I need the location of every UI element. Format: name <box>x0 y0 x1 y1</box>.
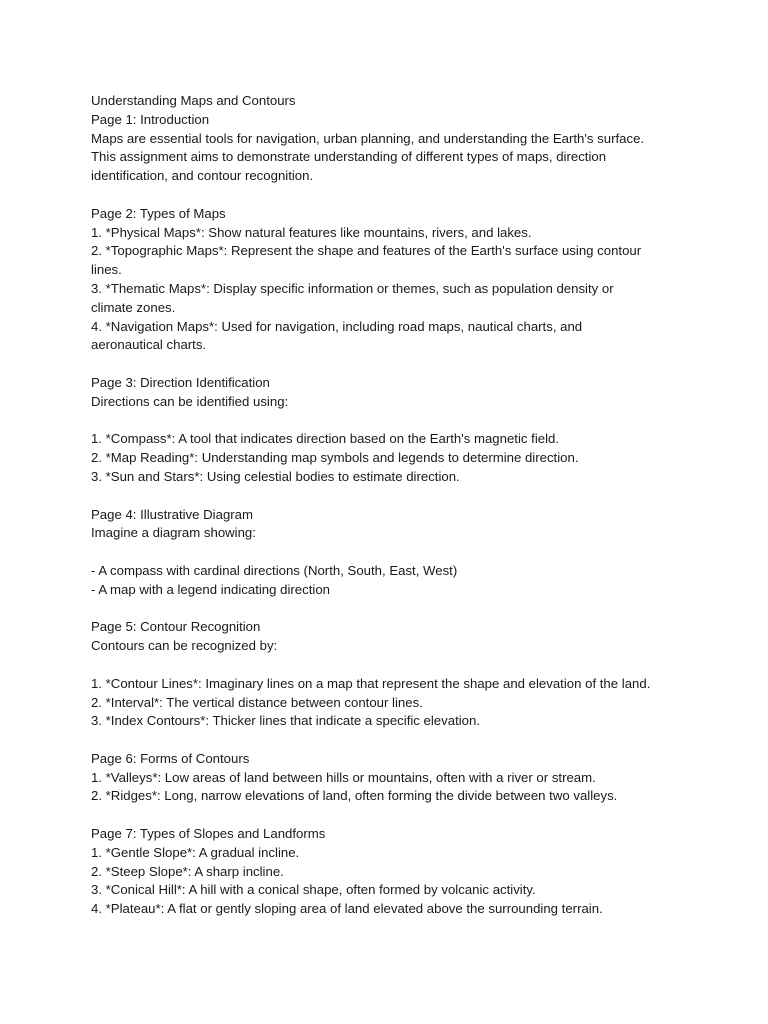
text-line: Directions can be identified using: <box>91 393 289 409</box>
text-line: This assignment aims to demonstrate understanding of different types of maps, direction <box>91 149 607 165</box>
list-item: - A compass with cardinal directions (North, South, East, West) <box>91 562 458 578</box>
text-line: Imagine a diagram showing: <box>91 525 256 541</box>
list-item: 3. *Index Contours*: Thicker lines that indicate a specific elevation. <box>91 713 480 729</box>
list-item: 2. *Steep Slope*: A sharp incline. <box>91 863 284 879</box>
list-item: 2. *Interval*: The vertical distance between contour lines. <box>91 694 423 710</box>
page-heading: Page 4: Illustrative Diagram <box>91 506 253 522</box>
list-item: 1. *Valleys*: Low areas of land between hills or mountains, often with a river or stream. <box>91 769 596 785</box>
text-line: Contours can be recognized by: <box>91 638 278 654</box>
page-heading: Page 6: Forms of Contours <box>91 750 250 766</box>
blank-line <box>91 656 731 675</box>
blank-line <box>91 731 731 750</box>
page-heading: Page 3: Direction Identification <box>91 374 270 390</box>
document-title: Understanding Maps and Contours <box>91 93 296 108</box>
blank-line <box>91 806 731 825</box>
blank-line <box>91 543 731 562</box>
list-item: 4. *Navigation Maps*: Used for navigation, including road maps, nautical charts, and <box>91 318 583 334</box>
list-item: 3. *Conical Hill*: A hill with a conical shape, often formed by volcanic activity. <box>91 882 536 898</box>
list-item: 1. *Contour Lines*: Imaginary lines on a map that represent the shape and elevation of the land. <box>91 675 651 691</box>
document-page <box>91 92 731 919</box>
list-item: 4. *Plateau*: A flat or gently sloping area of land elevated above the surrounding terrain. <box>91 901 603 917</box>
text-line: identification, and contour recognition. <box>91 168 314 184</box>
text-line: Maps are essential tools for navigation, urban planning, and understanding the Earth's surface. <box>91 130 645 146</box>
text-line: lines. <box>91 262 122 278</box>
text-line: climate zones. <box>91 299 176 315</box>
page-heading: Page 5: Contour Recognition <box>91 619 261 635</box>
page-heading: Page 1: Introduction <box>91 111 210 127</box>
list-item: 2. *Map Reading*: Understanding map symbols and legends to determine direction. <box>91 450 579 466</box>
page-heading: Page 2: Types of Maps <box>91 205 226 221</box>
list-item: 3. *Thematic Maps*: Display specific information or themes, such as population density or <box>91 280 614 296</box>
blank-line <box>91 487 731 506</box>
blank-line <box>91 412 731 431</box>
list-item: 1. *Gentle Slope*: A gradual incline. <box>91 844 300 860</box>
list-item: 1. *Physical Maps*: Show natural features like mountains, rivers, and lakes. <box>91 224 532 240</box>
list-item: - A map with a legend indicating direction <box>91 581 330 597</box>
list-item: 2. *Ridges*: Long, narrow elevations of land, often forming the divide between two valleys. <box>91 788 618 804</box>
list-item: 3. *Sun and Stars*: Using celestial bodies to estimate direction. <box>91 468 460 484</box>
text-line: aeronautical charts. <box>91 337 207 353</box>
blank-line <box>91 600 731 619</box>
list-item: 1. *Compass*: A tool that indicates direction based on the Earth's magnetic field. <box>91 431 560 447</box>
blank-line <box>91 355 731 374</box>
blank-line <box>91 186 731 205</box>
list-item: 2. *Topographic Maps*: Represent the shape and features of the Earth's surface using contour <box>91 243 642 259</box>
page-heading: Page 7: Types of Slopes and Landforms <box>91 826 326 842</box>
